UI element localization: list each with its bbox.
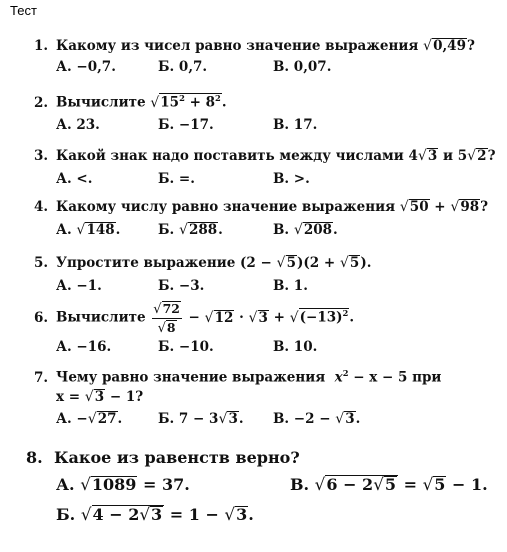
answer-a: А. √148. <box>56 222 121 238</box>
question-text: Вычислите <box>56 94 146 111</box>
question-text: Какой знак надо поставить между числами <box>56 148 404 164</box>
radicand: $15^2 + 8^2$ <box>160 93 221 111</box>
answer-c: В. 1. <box>273 278 308 294</box>
answer-c: В. √6 − 2√5 = √5 − 1. <box>290 474 488 494</box>
fraction: $\frac{√72}{√8}$ <box>153 301 180 336</box>
radicand: 5 <box>349 255 360 271</box>
answer-b: Б. −17. <box>158 117 214 133</box>
answer-b: Б. =. <box>158 171 195 187</box>
sqrt-sign: √ <box>423 38 433 54</box>
question-text: Чему равно значение выражения <box>56 369 326 386</box>
sqrt-sign: √ <box>467 148 477 164</box>
answer-c: В. >. <box>273 171 310 187</box>
sqrt-sign: √ <box>150 94 160 111</box>
sqrt-sign: √ <box>399 199 409 215</box>
question-number: 3. <box>34 148 49 164</box>
answer-a: А. −1. <box>56 278 102 294</box>
answer-c: В. −2 − √3. <box>273 411 361 427</box>
sqrt-sign: √ <box>417 148 427 164</box>
question-number: 7. <box>34 369 49 386</box>
question-number: 6. <box>34 309 49 326</box>
question-7-line-2: x = √3 − 1? <box>56 389 144 405</box>
answer-c: В. 10. <box>273 339 318 355</box>
answer-a: А. −√27. <box>56 411 123 427</box>
question-tail: ? <box>466 38 475 54</box>
answer-a: А. −0,7. <box>56 59 116 75</box>
question-5: 5. Упростите выражение (2 − √5)(2 + √5). <box>34 255 372 271</box>
radicand: 2 <box>477 148 487 164</box>
question-3: 3. Какой знак надо поставить между числами 4√3 и 5√2? <box>34 148 496 164</box>
sqrt-sign: √ <box>450 199 460 215</box>
radicand: 5 <box>286 255 296 271</box>
question-number: 5. <box>34 255 49 271</box>
question-tail: . <box>221 94 227 111</box>
answer-b: Б. √288. <box>158 222 223 238</box>
question-text: Упростите выражение <box>56 255 236 271</box>
answer-b: Б. √4 − 2√3 = 1 − √3. <box>56 504 254 524</box>
answer-c: В. 17. <box>273 117 318 133</box>
question-number: 4. <box>34 199 49 215</box>
answer-c: В. √208. <box>273 222 338 238</box>
question-4: 4. Какому числу равно значение выражения √50 + √98? <box>34 199 489 215</box>
question-1 <box>34 38 475 54</box>
question-8 <box>26 448 300 467</box>
radicand: 3 <box>427 148 438 164</box>
question-text: Какому из чисел равно значение выражения <box>56 38 419 54</box>
question-number: 1. <box>34 38 49 54</box>
answer-b: Б. −10. <box>158 339 214 355</box>
question-6: 6. Вычислите $\frac{√72}{√8}$ − $√12 \cdot √3 + √(-13)^2$. <box>34 301 355 336</box>
radicand: 0,49 <box>433 38 466 54</box>
radicand: 98 <box>460 199 480 215</box>
question-text: Вычислите <box>56 309 146 326</box>
answer-a: А. −16. <box>56 339 112 355</box>
answer-b: Б. −3. <box>158 278 205 294</box>
answer-b: Б. 0,7. <box>158 59 208 75</box>
answer-b: Б. 7 − 3√3. <box>158 411 244 427</box>
radicand: 50 <box>409 199 429 215</box>
answer-a: А. <. <box>56 171 93 187</box>
answer-c: В. 0,07. <box>273 59 332 75</box>
question-number: 2. <box>34 94 49 111</box>
answer-a: А. √1089 = 37. <box>56 474 190 494</box>
question-2 <box>34 93 227 111</box>
question-number: 8. <box>26 448 43 467</box>
question-text: Какому числу равно значение выражения <box>56 199 396 215</box>
page-header: Тест <box>10 3 37 18</box>
question-7: 7. Чему равно значение выражения $x^2 - x - 5$ при <box>34 368 442 386</box>
answer-a: А. 23. <box>56 117 100 133</box>
question-text: Какое из равенств верно? <box>54 448 300 467</box>
